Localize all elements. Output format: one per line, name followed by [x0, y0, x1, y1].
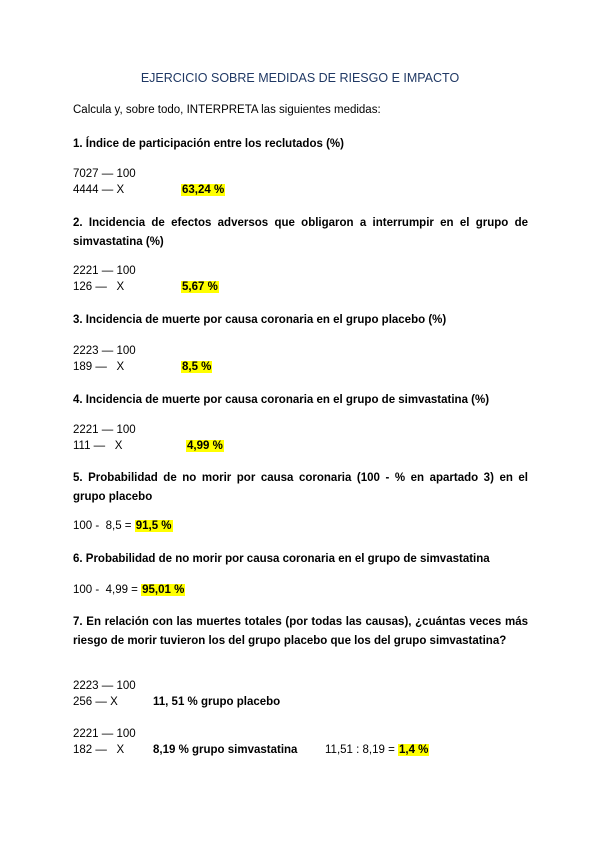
proportion-line-1: 2221 — 100: [73, 728, 136, 740]
proportion-line-1: 2221 — 100: [73, 265, 136, 277]
calculation-text: 100 - 4,99 =: [73, 584, 142, 596]
placebo-result: 11, 51 % grupo placebo: [153, 696, 281, 708]
calculation-text: 100 - 8,5 =: [73, 520, 135, 532]
calculation-line: [73, 584, 185, 596]
proportion-line-1: 2223 — 100: [73, 345, 136, 357]
proportion-line-2: 126 — X: [73, 281, 125, 293]
ratio-highlight: 1,4 %: [399, 744, 429, 756]
proportion-line-2: 4444 — X: [73, 184, 125, 196]
result-highlight: 5,67 %: [182, 281, 218, 293]
result-highlight: 63,24 %: [182, 184, 225, 196]
proportion-line-1: 2223 — 100: [73, 680, 136, 692]
question-3: 3. Incidencia de muerte por causa coronaria en el grupo placebo (%): [73, 314, 447, 326]
result-highlight: 95,01 %: [142, 584, 185, 596]
question-6: 6. Probabilidad de no morir por causa coronaria en el grupo de simvastatina: [73, 553, 490, 565]
proportion-line-2: 111 — X: [73, 440, 123, 452]
result-highlight: 91,5 %: [135, 520, 172, 532]
calculation-line: [73, 520, 173, 532]
question-5: 5. Probabilidad de no morir por causa coronaria (100 - % en apartado 3) en el grupo placebo: [73, 472, 528, 503]
proportion-line-2: 182 — X: [73, 744, 125, 756]
ratio-text: 11,51 : 8,19 =: [325, 744, 398, 756]
result-highlight: 4,99 %: [187, 440, 223, 452]
proportion-line-1: 7027 — 100: [73, 168, 136, 180]
question-1: 1. Índice de participación entre los reclutados (%): [73, 138, 344, 150]
simvastatina-result: 8,19 % grupo simvastatina: [153, 744, 298, 756]
result-highlight: 8,5 %: [182, 361, 212, 373]
question-7: 7. En relación con las muertes totales (por todas las causas), ¿cuántas veces más riesgo de morir tuvieron los del grupo placebo que los del grupo simvastatina?: [73, 616, 528, 647]
intro-text: Calcula y, sobre todo, INTERPRETA las siguientes medidas:: [73, 104, 381, 116]
proportion-line-2: 189 — X: [73, 361, 125, 373]
proportion-line-1: 2221 — 100: [73, 424, 136, 436]
ratio-line: [325, 744, 429, 756]
page-title: EJERCICIO SOBRE MEDIDAS DE RIESGO E IMPACTO: [140, 71, 460, 85]
question-2: 2. Incidencia de efectos adversos que obligaron a interrumpir en el grupo de simvastatina (%): [73, 217, 528, 248]
question-4: 4. Incidencia de muerte por causa coronaria en el grupo de simvastatina (%): [73, 394, 490, 406]
proportion-line-2: 256 — X: [73, 696, 118, 708]
